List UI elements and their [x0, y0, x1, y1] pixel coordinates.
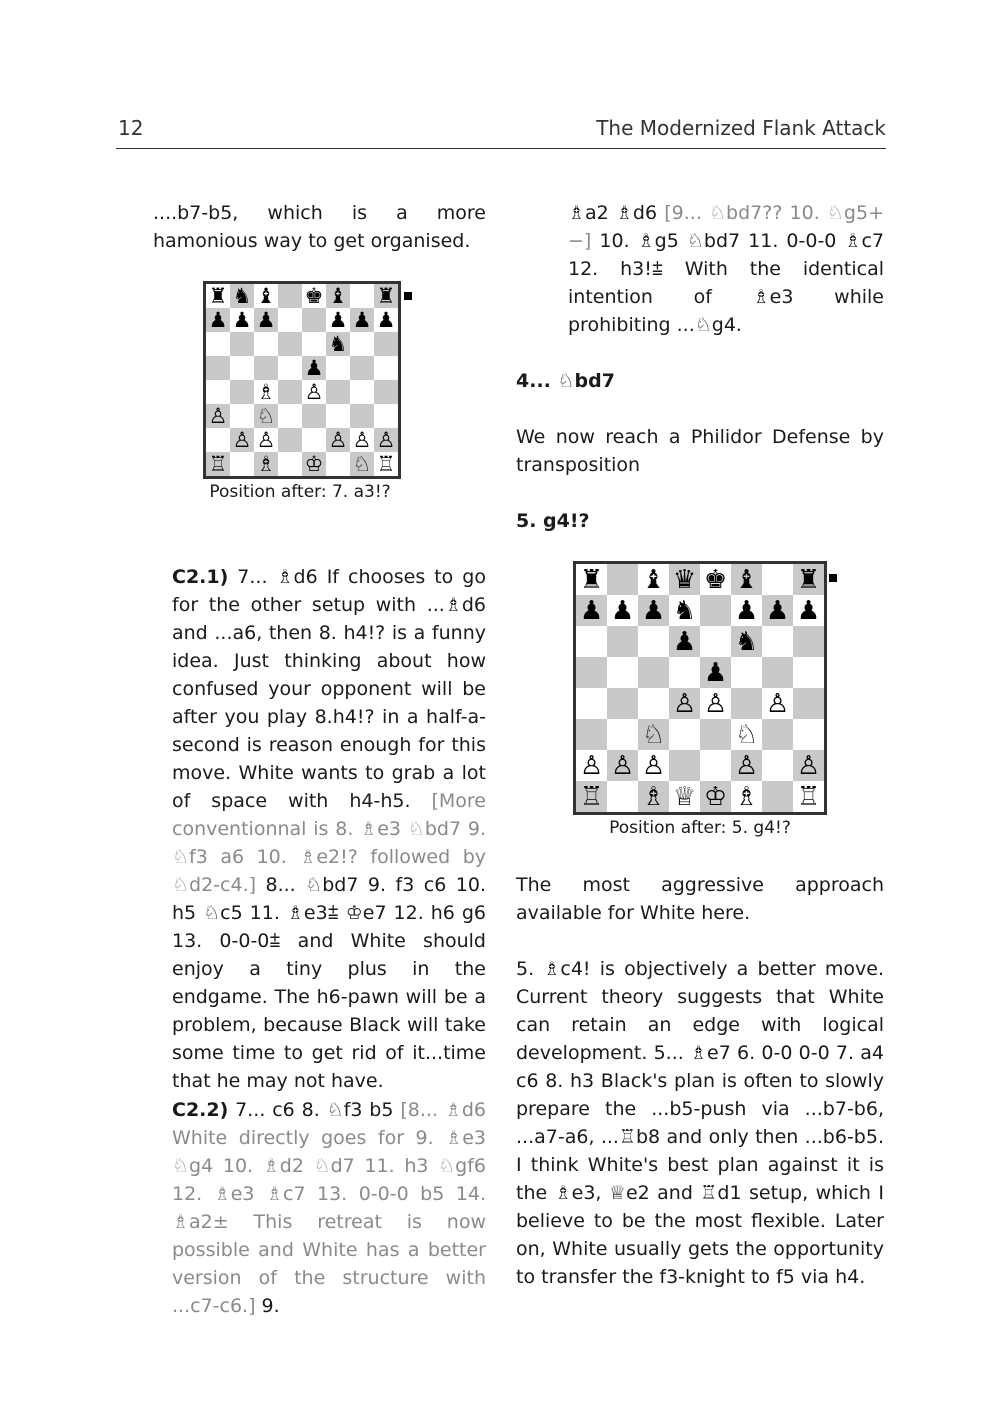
cont-text-2: 10. ♗g5 ♘bd7 11. 0-0-0 ♗c7 12. h3!⩲ With the identical intention of ♗e3 while prohibiting ...♘g4.	[568, 230, 884, 336]
square-h4	[793, 688, 824, 719]
square-f6	[326, 332, 350, 356]
square-e5	[302, 356, 326, 380]
running-title: The Modernized Flank Attack	[596, 116, 886, 140]
piece-b7: ♟	[232, 307, 252, 332]
square-b8	[607, 564, 638, 595]
piece-c1: ♗	[256, 451, 276, 476]
running-header	[116, 112, 886, 149]
square-f3	[731, 719, 762, 750]
piece-e4: ♙	[304, 379, 324, 404]
square-h2	[793, 750, 824, 781]
piece-b2: ♙	[610, 750, 635, 781]
square-e1	[700, 781, 731, 812]
square-f2	[326, 428, 350, 452]
c21-text-1: 7... ♗d6 If chooses to go for the other setup with ...♗d6 and ...a6, then 8. h4!? is a funny idea. Just thinking about how confused your opponent will be after you play 8.h4!? in a half-a-second is reason enough for this move. White wants to grab a lot of space with h4-h5.	[172, 566, 486, 812]
square-g5	[762, 657, 793, 688]
square-a3	[576, 719, 607, 750]
square-c5	[254, 356, 278, 380]
piece-h7: ♟	[796, 595, 821, 626]
piece-e8: ♚	[304, 283, 324, 308]
piece-c1: ♗	[641, 781, 666, 812]
square-a7	[206, 308, 230, 332]
piece-a8: ♜	[208, 283, 228, 308]
piece-c8: ♝	[641, 564, 666, 595]
square-d3	[669, 719, 700, 750]
piece-c3: ♘	[641, 719, 666, 750]
piece-d8: ♛	[672, 564, 697, 595]
square-g8	[762, 564, 793, 595]
piece-b2: ♙	[232, 427, 252, 452]
square-b2	[607, 750, 638, 781]
piece-e8: ♚	[703, 564, 728, 595]
square-f4	[326, 380, 350, 404]
square-a3	[206, 404, 230, 428]
square-h1	[793, 781, 824, 812]
cont-text-1: ♗a2 ♗d6	[568, 202, 665, 224]
right-continuation	[568, 199, 884, 339]
square-d2	[278, 428, 302, 452]
piece-g1: ♘	[352, 451, 372, 476]
square-f7	[326, 308, 350, 332]
board1-caption: Position after: 7. a3!?	[209, 482, 391, 502]
square-a2	[576, 750, 607, 781]
square-c2	[638, 750, 669, 781]
square-c2	[254, 428, 278, 452]
piece-a2: ♙	[579, 750, 604, 781]
square-b5	[230, 356, 254, 380]
square-h5	[374, 356, 398, 380]
square-c7	[638, 595, 669, 626]
square-g2	[350, 428, 374, 452]
square-e8	[302, 284, 326, 308]
piece-f8: ♝	[734, 564, 759, 595]
square-h7	[793, 595, 824, 626]
piece-f2: ♙	[328, 427, 348, 452]
square-a4	[576, 688, 607, 719]
philidor-text	[516, 423, 884, 479]
theory-paragraph: 5. ♗c4! is objectively a better move. Current theory suggests that White can retain an edge with logical development. 5... ♗e7 6. 0-0 0-0 7. a4 c6 8. h3 Black's plan is often to slowly prepare the ...b5-push via ...b7-b6, ...a7-a6, ...♖b8 and only then ...b6-b5. I think White's best plan against it is the ♗e3, ♕e2 and ♖d1 setup, which I believe to be the most flexible. Later on, White usually gets the opportunity to transfer the f3-knight to f5 via h4.	[516, 958, 884, 1288]
piece-h2: ♙	[376, 427, 396, 452]
left-intro	[153, 199, 486, 255]
square-d5	[669, 657, 700, 688]
board2-caption: Position after: 5. g4!?	[609, 818, 791, 838]
square-h6	[793, 626, 824, 657]
square-f8	[326, 284, 350, 308]
section-c2-2	[172, 1096, 486, 1320]
square-c6	[254, 332, 278, 356]
square-f2	[731, 750, 762, 781]
square-d6	[669, 626, 700, 657]
square-e5	[700, 657, 731, 688]
square-h8	[374, 284, 398, 308]
piece-f8: ♝	[328, 283, 348, 308]
piece-f2: ♙	[734, 750, 759, 781]
square-e3	[302, 404, 326, 428]
piece-g7: ♟	[765, 595, 790, 626]
square-f5	[326, 356, 350, 380]
square-c8	[638, 564, 669, 595]
square-d2	[669, 750, 700, 781]
piece-b8: ♞	[232, 283, 252, 308]
square-a5	[576, 657, 607, 688]
square-b3	[230, 404, 254, 428]
square-c7	[254, 308, 278, 332]
piece-a1: ♖	[579, 781, 604, 812]
square-a2	[206, 428, 230, 452]
square-g3	[762, 719, 793, 750]
square-c1	[254, 452, 278, 476]
square-g4	[350, 380, 374, 404]
square-h3	[374, 404, 398, 428]
square-a7	[576, 595, 607, 626]
square-e4	[700, 688, 731, 719]
square-e6	[302, 332, 326, 356]
square-f4	[731, 688, 762, 719]
square-g1	[350, 452, 374, 476]
square-b4	[230, 380, 254, 404]
square-f6	[731, 626, 762, 657]
piece-c3: ♘	[256, 403, 276, 428]
page-number: 12	[118, 116, 144, 140]
move-4-heading: 4... ♘bd7	[516, 370, 615, 392]
piece-h8: ♜	[796, 564, 821, 595]
square-c6	[638, 626, 669, 657]
piece-g2: ♙	[352, 427, 372, 452]
square-e6	[700, 626, 731, 657]
square-e7	[700, 595, 731, 626]
section-c2-1	[172, 563, 486, 1095]
piece-c2: ♙	[641, 750, 666, 781]
square-g1	[762, 781, 793, 812]
piece-c4: ♗	[256, 379, 276, 404]
piece-h1: ♖	[376, 451, 396, 476]
theory-text	[516, 955, 884, 1291]
c22-text-1: 7... c6 8. ♘f3 b5	[228, 1099, 401, 1121]
square-b1	[230, 452, 254, 476]
square-f7	[731, 595, 762, 626]
chess-board-position-2	[573, 561, 827, 815]
square-a8	[576, 564, 607, 595]
square-b3	[607, 719, 638, 750]
square-h3	[793, 719, 824, 750]
piece-e5: ♟	[703, 657, 728, 688]
square-d5	[278, 356, 302, 380]
square-c3	[638, 719, 669, 750]
piece-a3: ♙	[208, 403, 228, 428]
piece-a1: ♖	[208, 451, 228, 476]
square-h2	[374, 428, 398, 452]
square-a8	[206, 284, 230, 308]
piece-e1: ♔	[304, 451, 324, 476]
square-d7	[278, 308, 302, 332]
square-b1	[607, 781, 638, 812]
piece-h8: ♜	[376, 283, 396, 308]
square-d8	[278, 284, 302, 308]
chess-board-position-1	[203, 281, 401, 479]
piece-g7: ♟	[352, 307, 372, 332]
piece-c7: ♟	[641, 595, 666, 626]
c22-text-2: 9.	[255, 1295, 280, 1317]
piece-h7: ♟	[376, 307, 396, 332]
continuation-paragraph	[568, 199, 884, 339]
square-b2	[230, 428, 254, 452]
c21-variation: [More conventionnal is 8. ♗e3 ♘bd7 9. ♘f3 a6 10. ♗e2!? followed by ♘d2-c4.]	[172, 790, 486, 896]
square-f5	[731, 657, 762, 688]
square-h5	[793, 657, 824, 688]
square-c4	[254, 380, 278, 404]
square-d8	[669, 564, 700, 595]
square-g7	[350, 308, 374, 332]
c21-label: C2.1)	[172, 566, 229, 588]
square-g6	[350, 332, 374, 356]
piece-d4: ♙	[672, 688, 697, 719]
square-f1	[731, 781, 762, 812]
piece-f6: ♞	[734, 626, 759, 657]
square-d1	[278, 452, 302, 476]
square-b7	[230, 308, 254, 332]
square-e3	[700, 719, 731, 750]
square-d3	[278, 404, 302, 428]
square-g7	[762, 595, 793, 626]
square-c3	[254, 404, 278, 428]
square-f8	[731, 564, 762, 595]
black-to-move-marker	[404, 292, 412, 300]
square-a1	[206, 452, 230, 476]
piece-d6: ♟	[672, 626, 697, 657]
piece-e4: ♙	[703, 688, 728, 719]
piece-c2: ♙	[256, 427, 276, 452]
piece-f7: ♟	[328, 307, 348, 332]
c22-variation: [8... ♗d6 White directly goes for 9. ♗e3 ♘g4 10. ♗d2 ♘d7 11. h3 ♘gf6 12. ♗e3 ♗c7 13. 0-0-0 b5 14. ♗a2± This retreat is now possible and White has a better version of the structure with ...c7-c6.]	[172, 1099, 486, 1317]
square-a6	[576, 626, 607, 657]
square-d4	[278, 380, 302, 404]
c22-label: C2.2)	[172, 1099, 229, 1121]
piece-h2: ♙	[796, 750, 821, 781]
square-e2	[700, 750, 731, 781]
square-b8	[230, 284, 254, 308]
piece-g4: ♙	[765, 688, 790, 719]
square-h4	[374, 380, 398, 404]
piece-f3: ♘	[734, 719, 759, 750]
black-to-move-marker-2	[829, 574, 837, 582]
square-g5	[350, 356, 374, 380]
square-c1	[638, 781, 669, 812]
square-e2	[302, 428, 326, 452]
square-e4	[302, 380, 326, 404]
square-g2	[762, 750, 793, 781]
square-h6	[374, 332, 398, 356]
square-e7	[302, 308, 326, 332]
piece-d7: ♞	[672, 595, 697, 626]
square-h1	[374, 452, 398, 476]
square-h8	[793, 564, 824, 595]
square-b4	[607, 688, 638, 719]
square-g6	[762, 626, 793, 657]
c21-paragraph	[172, 563, 486, 1095]
square-b6	[607, 626, 638, 657]
piece-b7: ♟	[610, 595, 635, 626]
square-a4	[206, 380, 230, 404]
aggressive-paragraph: The most aggressive approach available for White here.	[516, 874, 884, 924]
square-g4	[762, 688, 793, 719]
piece-d1: ♕	[672, 781, 697, 812]
square-d1	[669, 781, 700, 812]
piece-a8: ♜	[579, 564, 604, 595]
aggressive-text	[516, 871, 884, 927]
piece-a7: ♟	[579, 595, 604, 626]
square-f3	[326, 404, 350, 428]
square-a1	[576, 781, 607, 812]
square-a6	[206, 332, 230, 356]
intro-paragraph: ....b7-b5, which is a more hamonious way to get organised.	[153, 202, 486, 252]
piece-f6: ♞	[328, 331, 348, 356]
square-c4	[638, 688, 669, 719]
square-d7	[669, 595, 700, 626]
piece-a7: ♟	[208, 307, 228, 332]
square-e8	[700, 564, 731, 595]
cont-variation: [9... ♘bd7?? 10. ♘g5+−]	[568, 202, 885, 252]
square-b6	[230, 332, 254, 356]
square-c5	[638, 657, 669, 688]
square-c8	[254, 284, 278, 308]
c22-paragraph	[172, 1096, 486, 1320]
square-a5	[206, 356, 230, 380]
piece-e5: ♟	[304, 355, 324, 380]
c21-text-2: 8... ♘bd7 9. f3 c6 10. h5 ♘c5 11. ♗e3⩲ ♔e7 12. h6 g6 13. 0-0-0⩲ and White should enjoy a tiny plus in the endgame. The h6-pawn will be a problem, because Black will take some time to get rid of it...time that he may not have.	[172, 874, 486, 1092]
square-b7	[607, 595, 638, 626]
square-d6	[278, 332, 302, 356]
piece-f7: ♟	[734, 595, 759, 626]
move-5-heading: 5. g4!?	[516, 510, 590, 532]
piece-h1: ♖	[796, 781, 821, 812]
square-g3	[350, 404, 374, 428]
piece-c7: ♟	[256, 307, 276, 332]
square-f1	[326, 452, 350, 476]
piece-c8: ♝	[256, 283, 276, 308]
philidor-paragraph: We now reach a Philidor Defense by transposition	[516, 426, 884, 476]
square-e1	[302, 452, 326, 476]
square-d4	[669, 688, 700, 719]
square-g8	[350, 284, 374, 308]
piece-e1: ♔	[703, 781, 728, 812]
square-h7	[374, 308, 398, 332]
piece-f1: ♗	[734, 781, 759, 812]
square-b5	[607, 657, 638, 688]
